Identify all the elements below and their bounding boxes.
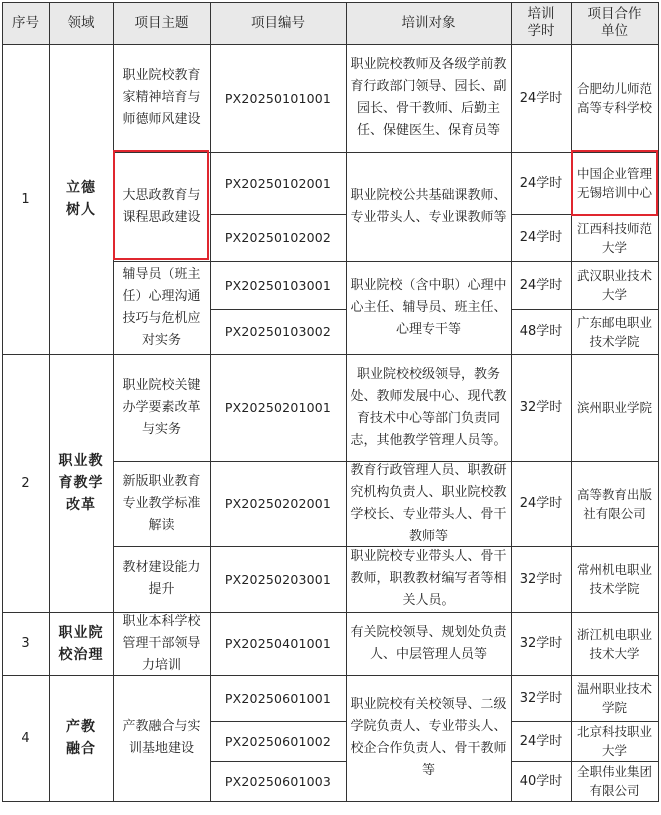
- hours-cell-text: 24学时: [519, 496, 563, 511]
- header-border-partner: [572, 3, 659, 45]
- domain-cell-text: 产教 融合: [66, 719, 96, 757]
- header-topic-text: 项目主题: [134, 14, 189, 31]
- code-cell-text: PX20250101001: [224, 90, 332, 106]
- partner-cell-text: 高等教育出版社有限公司: [576, 486, 652, 521]
- audience-cell-text: 教育行政管理人员、职教研究机构负责人、职业院校教学校长、专业带头人、骨干教师等: [350, 462, 507, 544]
- partner-cell-text: 滨州职业学院: [576, 400, 652, 415]
- partner-border: [572, 262, 659, 310]
- hours-cell-text: 24学时: [519, 733, 563, 749]
- hours-border: [512, 462, 572, 547]
- topic-cell-text: 辅导员（班主任）心理沟通技巧与危机应对实务: [122, 266, 201, 348]
- partner-cell-text: 北京科技职业大学: [576, 724, 652, 758]
- code-cell-text: PX20250103002: [224, 324, 332, 339]
- seq-cell-text: 3: [21, 636, 30, 651]
- audience-border: [347, 355, 512, 462]
- partner-border: [572, 45, 659, 153]
- partner-border: [572, 762, 659, 802]
- hours-cell-text: 48学时: [519, 324, 563, 339]
- partner-border: [572, 722, 659, 762]
- hours-cell-text: 24学时: [519, 230, 563, 245]
- code-cell-text: PX20250601003: [224, 773, 332, 789]
- partner-cell-text: 广东邮电职业技术学院: [576, 314, 652, 349]
- seq-cell-text: 1: [21, 191, 30, 207]
- hours-cell-text: 24学时: [519, 90, 563, 106]
- code-cell-text: PX20250601002: [224, 733, 332, 749]
- audience-cell-text: 职业院校公共基础课教师、专业带头人、专业课教师等: [350, 187, 507, 225]
- hours-cell-text: 40学时: [519, 773, 563, 789]
- partner-cell-text: 浙江机电职业技术大学: [576, 626, 652, 661]
- partner-cell-text: 江西科技师范大学: [576, 220, 652, 255]
- header-border-seq: [3, 3, 50, 45]
- audience-border: [347, 45, 512, 153]
- seq-border: [3, 676, 50, 802]
- hours-border: [512, 613, 572, 676]
- code-border: [211, 676, 347, 722]
- hours-cell-text: 32学时: [519, 400, 563, 415]
- audience-border: [347, 547, 512, 613]
- domain-border: [50, 613, 114, 676]
- topic-border: [114, 676, 211, 802]
- hours-cell-text: 32学时: [519, 571, 563, 587]
- hours-border: [512, 45, 572, 153]
- topic-border: [114, 262, 211, 355]
- header-partner-text: 项目合作 单位: [587, 6, 642, 39]
- hours-border: [512, 547, 572, 613]
- hours-border: [512, 762, 572, 802]
- partner-border: [572, 355, 659, 462]
- domain-border: [50, 355, 114, 613]
- highlight-box-partner: [571, 150, 658, 216]
- code-border: [211, 547, 347, 613]
- code-border: [211, 613, 347, 676]
- code-border: [211, 262, 347, 310]
- header-seq-text: 序号: [12, 14, 39, 31]
- header-border-hours: [512, 3, 572, 45]
- hours-border: [512, 676, 572, 722]
- partner-cell-text: 温州职业技术学院: [576, 681, 652, 715]
- header-hours-text: 培训 学时: [527, 6, 555, 39]
- audience-border: [347, 676, 512, 802]
- header-border-audience: [347, 3, 512, 45]
- header-border-topic: [114, 3, 211, 45]
- audience-border: [347, 462, 512, 547]
- partner-border: [572, 462, 659, 547]
- code-cell-text: PX20250102001: [224, 175, 332, 191]
- audience-border: [347, 153, 512, 262]
- hours-border: [512, 262, 572, 310]
- topic-cell-text: 大思政教育与课程思政建设: [122, 187, 201, 225]
- seq-border: [3, 613, 50, 676]
- topic-border: [114, 355, 211, 462]
- topic-cell-text: 职业本科学校管理干部领导力培训: [122, 613, 201, 673]
- code-cell-text: PX20250601001: [224, 690, 332, 706]
- header-border-code: [211, 3, 347, 45]
- audience-border: [347, 262, 512, 355]
- topic-cell-text: 职业院校关键办学要素改革与实务: [122, 377, 201, 437]
- hours-border: [512, 355, 572, 462]
- header-audience-text: 培训对象: [401, 14, 456, 31]
- hours-cell-text: 32学时: [519, 690, 563, 706]
- seq-border: [3, 355, 50, 613]
- code-border: [211, 153, 347, 215]
- code-border: [211, 45, 347, 153]
- code-border: [211, 762, 347, 802]
- topic-border: [114, 462, 211, 547]
- audience-border: [347, 613, 512, 676]
- domain-cell-text: 职业院 校治理: [58, 624, 104, 663]
- partner-border: [572, 215, 659, 262]
- hours-border: [512, 722, 572, 762]
- code-border: [211, 310, 347, 355]
- hours-border: [512, 153, 572, 215]
- partner-cell-text: 常州机电职业技术学院: [576, 562, 652, 596]
- hours-cell-text: 32学时: [519, 636, 563, 651]
- code-cell-text: PX20250103001: [224, 277, 332, 293]
- header-code-text: 项目编号: [251, 14, 305, 31]
- partner-border: [572, 547, 659, 613]
- audience-cell-text: 职业院校专业带头人、骨干教师，职教教材编写者等相关人员。: [350, 549, 507, 608]
- seq-cell-text: 2: [21, 475, 30, 491]
- audience-cell-text: 职业院校（含中职）心理中心主任、辅导员、班主任、心理专干等: [350, 277, 507, 337]
- domain-border: [50, 676, 114, 802]
- hours-border: [512, 310, 572, 355]
- partner-cell-text: 武汉职业技术大学: [576, 268, 652, 302]
- topic-border: [114, 547, 211, 613]
- code-border: [211, 462, 347, 547]
- partner-cell-text: 合肥幼儿师范高等专科学校: [576, 81, 652, 115]
- partner-border: [572, 676, 659, 722]
- code-cell-text: PX20250202001: [224, 496, 332, 511]
- domain-cell-text: 立德 树人: [66, 180, 96, 218]
- topic-border: [114, 613, 211, 676]
- code-cell-text: PX20250401001: [224, 636, 332, 651]
- seq-cell-text: 4: [21, 730, 30, 746]
- partner-border: [572, 613, 659, 676]
- audience-cell-text: 职业院校教师及各级学前教育行政部门领导、园长、副园长、骨干教师、后勤主任、保健医生、保育员等: [350, 57, 507, 138]
- partner-cell-text: 中国企业管理无锡培训中心: [576, 166, 652, 200]
- code-cell-text: PX20250102002: [224, 230, 332, 245]
- domain-cell-text: 职业教 育教学 改革: [58, 453, 104, 513]
- header-domain-text: 领域: [67, 14, 95, 31]
- topic-cell-text: 职业院校教育家精神培育与师德师风建设: [122, 68, 201, 127]
- hours-border: [512, 215, 572, 262]
- hours-cell-text: 24学时: [519, 175, 563, 191]
- topic-cell-text: 产教融合与实训基地建设: [122, 719, 201, 756]
- highlight-box-topic: [113, 150, 209, 260]
- partner-border: [572, 310, 659, 355]
- header-border-domain: [50, 3, 114, 45]
- code-cell-text: PX20250201001: [224, 400, 332, 415]
- topic-cell-text: 新版职业教育专业教学标准解读: [122, 473, 201, 533]
- code-border: [211, 355, 347, 462]
- code-border: [211, 215, 347, 262]
- code-cell-text: PX20250203001: [224, 571, 332, 587]
- topic-cell-text: 教材建设能力提升: [122, 560, 201, 597]
- audience-cell-text: 有关院校领导、规划处负责人、中层管理人员等: [350, 624, 507, 662]
- hours-cell-text: 24学时: [519, 277, 563, 293]
- topic-border: [114, 45, 211, 153]
- partner-cell-text: 全职伟业集团有限公司: [576, 764, 652, 798]
- domain-border: [50, 45, 114, 355]
- audience-cell-text: 职业院校有关校领导、二级学院负责人、专业带头人、校企合作负责人、骨干教师等: [350, 697, 507, 778]
- code-border: [211, 722, 347, 762]
- seq-border: [3, 45, 50, 355]
- audience-cell-text: 职业院校校级领导，教务处、教师发展中心、现代教育技术中心等部门负责同志，其他教学管理人员等。: [350, 366, 507, 448]
